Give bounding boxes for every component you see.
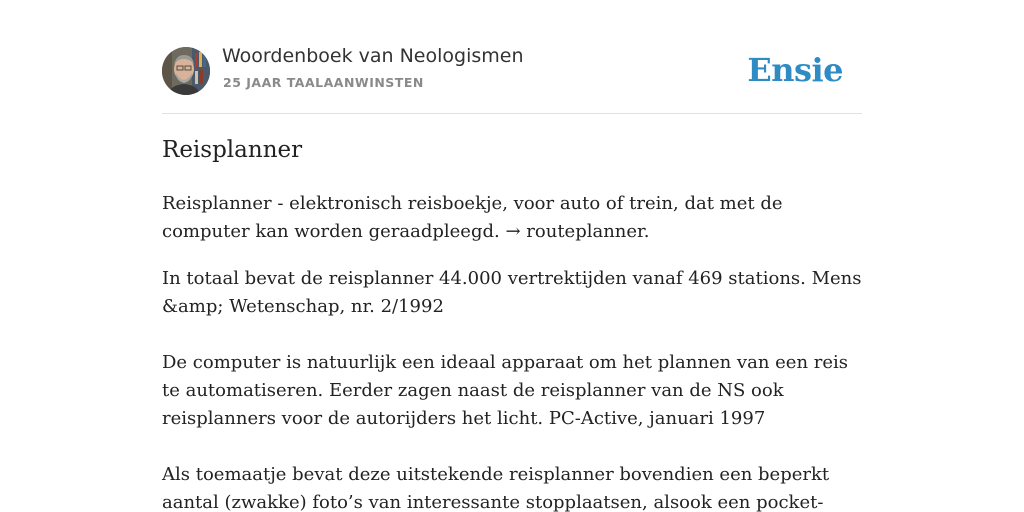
entry-body [162,190,862,512]
entry-definition [162,190,862,246]
site-subtitle: 25 JAAR TAALAANWINSTEN [223,75,424,90]
definition-text: Reisplanner - elektronisch reisboekje, voor auto of trein, dat met de computer kan worden geraadpleegd. [162,193,783,242]
quote-3: Als toemaatje bevat deze uitstekende reisplanner bovendien een beperkt aantal (zwakke) foto’s van interessante stopplaatsen, alsook een pocket- [162,464,830,512]
crossref-link-routeplanner[interactable]: routeplanner [526,221,644,242]
ensie-logo-link[interactable]: Ensie [747,51,843,89]
quote-2: De computer is natuurlijk een ideaal apparaat om het plannen van een reis te automatiseren. Eerder zagen naast de reisplanner van de NS ook reisplanners voor de autorijders het licht. PC-Active, januari 1997 [162,352,849,429]
quote-1: In totaal bevat de reisplanner 44.000 vertrektijden vanaf 469 stations. Mens &amp; Wetenschap, nr. 2/1992 [162,268,862,317]
site-title-link[interactable]: Woordenboek van Neologismen [222,45,524,67]
site-header [162,0,862,114]
author-portrait-icon[interactable] [162,47,210,95]
page-title: Reisplanner [162,137,303,163]
crossref-end: . [643,221,650,242]
page-container [162,0,862,512]
crossref-arrow-icon: → [505,221,521,242]
